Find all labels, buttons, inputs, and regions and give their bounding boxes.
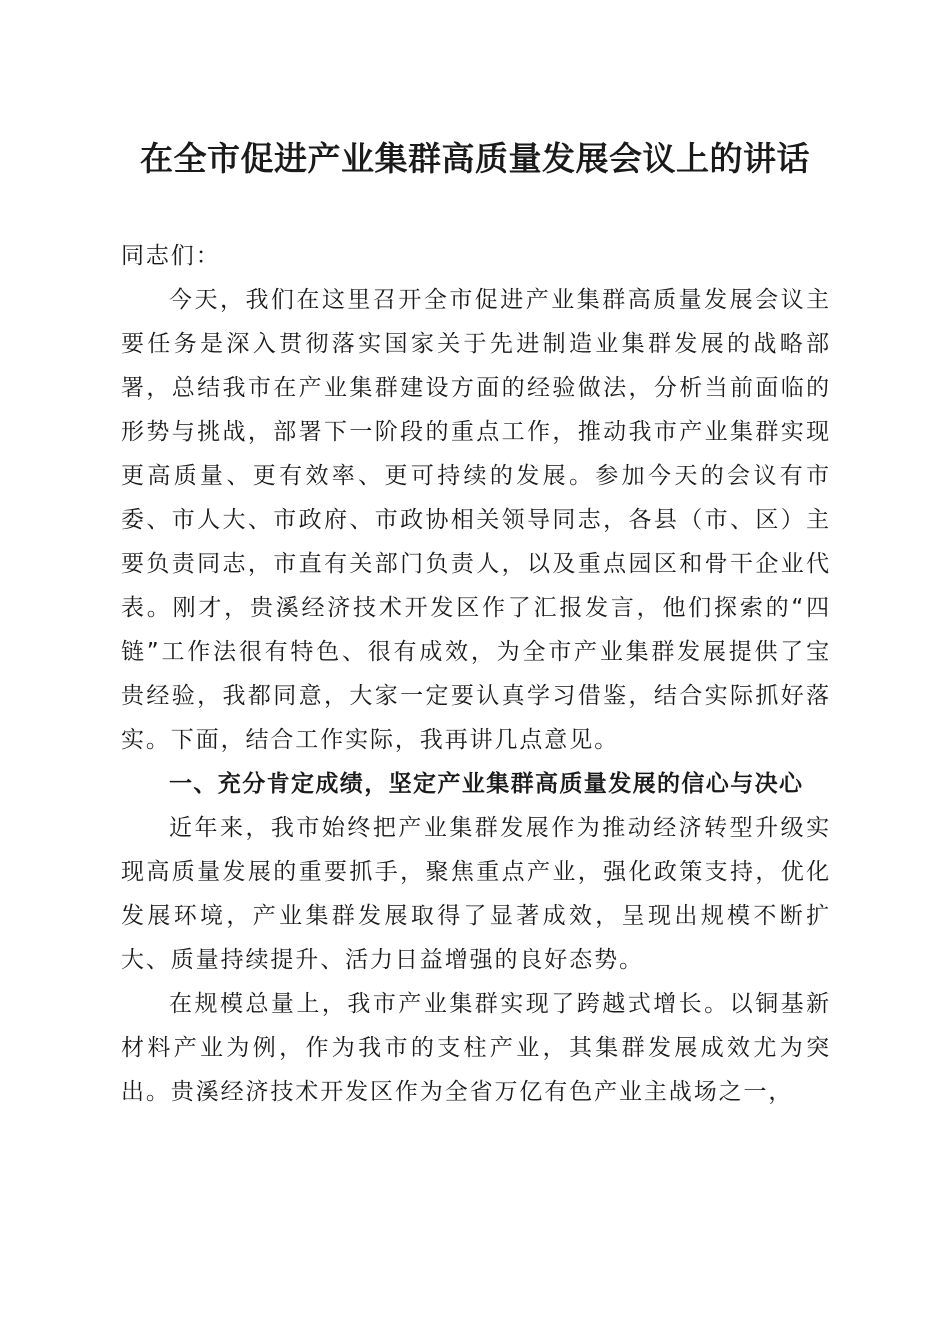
intro-paragraph: 今天，我们在这里召开全市促进产业集群高质量发展会议主要任务是深入贯彻落实国家关于先进制造业集群发展的战略部署，总结我市在产业集群建设方面的经验做法，分析当前面临的形势与挑战，部署下一阶段的重点工作，推动我市产业集群实现更高质量、更有效率、更可持续的发展。参加今天的会议有市委、市人大、市政府、市政协相关领导同志，各县（市、区）主要负责同志，市直有关部门负责人，以及重点园区和骨干企业代表。刚才，贵溪经济技术开发区作了汇报发言，他们探索的“四链”工作法很有特色、很有成效，为全市产业集群发展提供了宝贵经验，我都同意，大家一定要认真学习借鉴，结合实际抓好落实。下面，结合工作实际，我再讲几点意见。 bbox=[121, 287, 831, 753]
section-paragraph: 近年来，我市始终把产业集群发展作为推动经济转型升级实现高质量发展的重要抓手，聚焦重点产业，强化政策支持，优化发展环境，产业集群发展取得了显著成效，呈现出规模不断扩大、质量持续提升、活力日益增强的良好态势。 bbox=[121, 815, 831, 973]
page-title: 在全市促进产业集群高质量发展会议上的讲话 bbox=[140, 139, 810, 178]
salutation: 同志们： bbox=[121, 243, 221, 269]
speech-body bbox=[121, 234, 831, 1114]
section-heading: 一、充分肯定成绩，坚定产业集群高质量发展的信心与决心 bbox=[169, 771, 804, 797]
section-paragraph: 在规模总量上，我市产业集群实现了跨越式增长。以铜基新材料产业为例，作为我市的支柱产业，其集群发展成效尤为突出。贵溪经济技术开发区作为全省万亿有色产业主战场之一， bbox=[121, 991, 831, 1105]
